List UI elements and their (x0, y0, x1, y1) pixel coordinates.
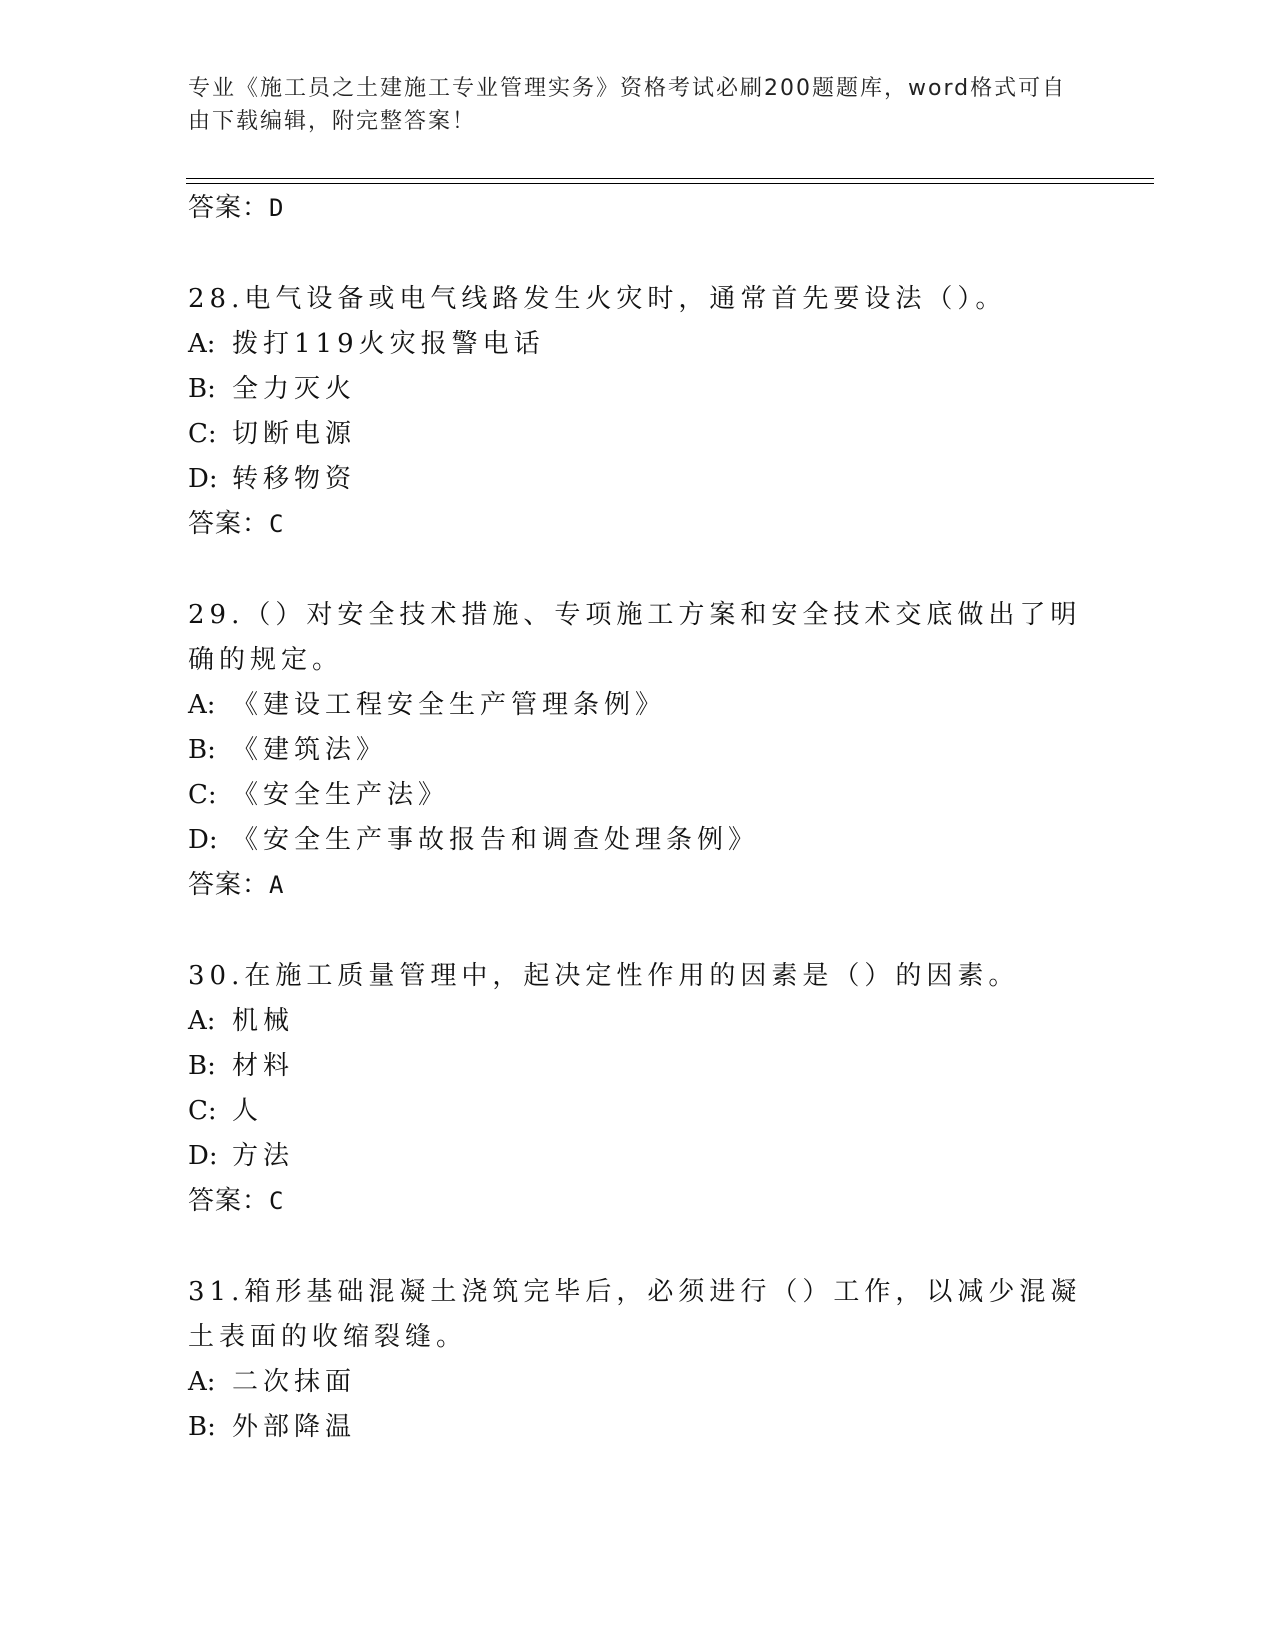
option-text: 拨打119火灾报警电话 (232, 329, 545, 359)
option-b (188, 728, 1088, 773)
question-stem: 30.在施工质量管理中，起决定性作用的因素是（）的因素。 (188, 961, 1020, 991)
option-text: 机械 (232, 1006, 295, 1036)
question-31 (188, 1270, 1088, 1450)
question-30 (188, 954, 1088, 1224)
answer-line (188, 863, 1088, 908)
option-c (188, 773, 1088, 818)
answer-label: 答案： (188, 193, 270, 223)
question-list (188, 186, 1088, 1450)
answer-value: C (269, 1187, 285, 1215)
option-a (188, 322, 1088, 367)
option-d (188, 1134, 1088, 1179)
option-text: 《安全生产法》 (232, 780, 450, 810)
option-letter: A: (188, 329, 216, 359)
answer-value: C (269, 510, 285, 538)
document-header: 专业《施工员之土建施工专业管理实务》资格考试必刷200题题库，word格式可自由下载编辑，附完整答案！ (188, 76, 1067, 134)
option-letter: C: (188, 419, 217, 449)
answer-value: D (269, 194, 285, 222)
question-stem: 28.电气设备或电气线路发生火灾时，通常首先要设法（）。 (188, 284, 1007, 314)
answer-line (188, 186, 1088, 231)
question-29 (188, 593, 1088, 908)
question-stem: 29.（）对安全技术措施、专项施工方案和安全技术交底做出了明确的规定。 (188, 600, 1082, 675)
option-text: 《建设工程安全生产管理条例》 (232, 690, 667, 720)
option-c (188, 1089, 1088, 1134)
option-d (188, 457, 1088, 502)
option-letter: D: (188, 1141, 218, 1171)
option-text: 《建筑法》 (232, 735, 388, 765)
option-b (188, 1044, 1088, 1089)
option-a (188, 999, 1088, 1044)
header-divider-bottom (186, 183, 1154, 184)
option-text: 方法 (232, 1141, 295, 1171)
answer-line (188, 1179, 1088, 1224)
option-b (188, 1405, 1088, 1450)
option-letter: D: (188, 464, 218, 494)
option-letter: B: (188, 374, 216, 404)
option-a (188, 683, 1088, 728)
answer-label: 答案： (188, 870, 270, 900)
option-letter: B: (188, 1412, 216, 1442)
option-letter: B: (188, 735, 216, 765)
answer-line (188, 502, 1088, 547)
option-text: 材料 (232, 1051, 295, 1081)
option-letter: B: (188, 1051, 216, 1081)
answer-value: A (269, 871, 285, 899)
answer-label: 答案： (188, 1186, 270, 1216)
option-text: 人 (232, 1096, 264, 1126)
option-c (188, 412, 1088, 457)
option-d (188, 818, 1088, 863)
option-letter: C: (188, 1096, 217, 1126)
option-letter: A: (188, 1006, 216, 1036)
option-b (188, 367, 1088, 412)
header-divider-top (186, 178, 1154, 179)
option-letter: C: (188, 780, 217, 810)
option-text: 二次抹面 (232, 1367, 357, 1397)
question-stem: 31.箱形基础混凝土浇筑完毕后，必须进行（）工作，以减少混凝土表面的收缩裂缝。 (188, 1277, 1082, 1352)
option-text: 《安全生产事故报告和调查处理条例》 (232, 825, 760, 855)
option-text: 外部降温 (232, 1412, 357, 1442)
answer-label: 答案： (188, 509, 270, 539)
question-28 (188, 277, 1088, 547)
option-letter: D: (188, 825, 218, 855)
option-letter: A: (188, 690, 216, 720)
option-a (188, 1360, 1088, 1405)
option-text: 切断电源 (232, 419, 357, 449)
option-letter: A: (188, 1367, 216, 1397)
option-text: 转移物资 (232, 464, 357, 494)
option-text: 全力灭火 (232, 374, 357, 404)
